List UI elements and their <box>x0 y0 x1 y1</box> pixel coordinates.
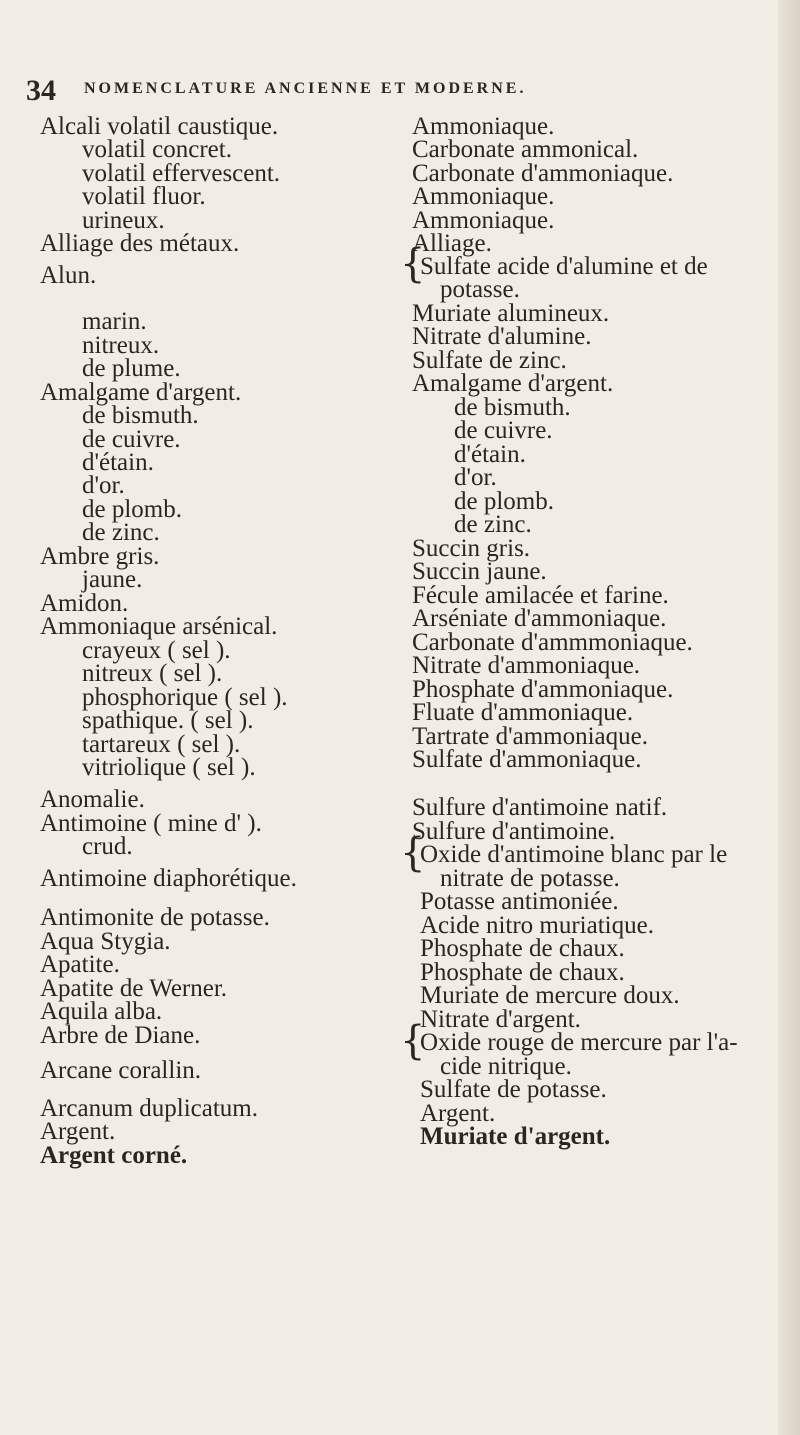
right-entry: d'étain. <box>454 441 526 468</box>
left-entry: Alcali volatil caustique. <box>40 113 279 140</box>
right-entry: Carbonate ammonical. <box>412 136 639 163</box>
left-entry: Apatite de Werner. <box>40 975 228 1002</box>
right-entry: Oxide d'antimoine blanc par le <box>420 841 728 868</box>
right-entry: Carbonate d'ammmoniaque. <box>412 629 693 656</box>
left-entry: urineux. <box>82 207 165 234</box>
right-entry: de bismuth. <box>454 394 571 421</box>
right-entry: Fluate d'ammoniaque. <box>412 699 634 726</box>
right-entry: Argent. <box>420 1100 496 1127</box>
left-entry: Amalgame d'argent. <box>40 379 242 406</box>
right-entry: Arséniate d'ammoniaque. <box>412 605 667 632</box>
left-entry: nitreux ( sel ). <box>82 660 223 687</box>
right-entry: de plomb. <box>454 488 554 515</box>
left-entry: marin. <box>82 308 147 335</box>
right-entry: Alliage. <box>412 230 492 257</box>
brace-mark: { <box>400 1018 426 1064</box>
right-entry: Sulfure d'antimoine. <box>412 818 616 845</box>
left-entry: de plume. <box>82 355 181 382</box>
left-entry: Antimoine diaphorétique. <box>40 865 297 892</box>
left-entry: Amidon. <box>40 590 129 617</box>
brace-mark: { <box>400 241 426 287</box>
right-entry: potasse. <box>440 276 520 303</box>
right-entry: Phosphate d'ammoniaque. <box>412 676 674 703</box>
left-entry: phosphorique ( sel ). <box>82 684 288 711</box>
left-entry: Argent. <box>40 1118 116 1145</box>
right-entry: de cuivre. <box>454 417 553 444</box>
right-entry: Ammoniaque. <box>412 183 555 210</box>
left-entry: Aquila alba. <box>40 998 163 1025</box>
right-entry: Ammoniaque. <box>412 207 555 234</box>
left-entry: spathique. ( sel ). <box>82 707 254 734</box>
left-entry: nitreux. <box>82 332 160 359</box>
right-entry: Nitrate d'ammoniaque. <box>412 652 641 679</box>
right-entry: cide nitrique. <box>440 1053 572 1080</box>
right-entry: Sulfate d'ammoniaque. <box>412 746 642 773</box>
left-entry: d'or. <box>82 472 125 499</box>
right-entry: Muriate de mercure doux. <box>420 982 680 1009</box>
left-entry: Alliage des métaux. <box>40 230 240 257</box>
left-entry: crayeux ( sel ). <box>82 637 231 664</box>
page-edge <box>778 0 800 1435</box>
left-entry: volatil effervescent. <box>82 160 281 187</box>
page-header <box>26 70 766 110</box>
left-entry: Anomalie. <box>40 786 145 813</box>
left-entry: Apatite. <box>40 951 120 978</box>
right-entry: Acide nitro muriatique. <box>420 912 654 939</box>
left-entry: d'étain. <box>82 449 154 476</box>
right-entry: de zinc. <box>454 511 532 538</box>
left-entry: volatil fluor. <box>82 183 206 210</box>
right-entry: Sulfure d'antimoine natif. <box>412 794 668 821</box>
right-entry: Sulfate acide d'alumine et de <box>420 253 708 280</box>
left-entry: Antimonite de potasse. <box>40 904 270 931</box>
left-entry: crud. <box>82 833 133 860</box>
left-entry: de cuivre. <box>82 426 181 453</box>
left-entry: Arcane corallin. <box>40 1057 202 1084</box>
left-entry: de bismuth. <box>82 402 199 429</box>
right-entry: Sulfate de zinc. <box>412 347 567 374</box>
right-entry: Fécule amilacée et farine. <box>412 582 669 609</box>
left-entry: Antimoine ( mine d' ). <box>40 810 262 837</box>
right-entry: Ammoniaque. <box>412 113 555 140</box>
right-entry: Phosphate de chaux. <box>420 935 625 962</box>
right-entry: d'or. <box>454 464 497 491</box>
left-entry: Arcanum duplicatum. <box>40 1095 258 1122</box>
right-entry: Succin gris. <box>412 535 531 562</box>
left-entry: Argent corné. <box>40 1142 188 1169</box>
right-entry: Sulfate de potasse. <box>420 1076 607 1103</box>
left-entry: jaune. <box>82 566 143 593</box>
left-entry: de plomb. <box>82 496 182 523</box>
left-entry: Ambre gris. <box>40 543 160 570</box>
left-entry: Ammoniaque arsénical. <box>40 613 278 640</box>
left-entry: de zinc. <box>82 519 160 546</box>
page-number: 34 <box>26 74 56 107</box>
left-entry: Aqua Stygia. <box>40 928 171 955</box>
right-entry: Carbonate d'ammoniaque. <box>412 160 674 187</box>
right-entry: Muriate d'argent. <box>420 1123 611 1150</box>
right-entry: Nitrate d'alumine. <box>412 323 592 350</box>
left-entry: volatil concret. <box>82 136 232 163</box>
right-entry: nitrate de potasse. <box>440 865 620 892</box>
left-entry: Arbre de Diane. <box>40 1022 201 1049</box>
right-entry: Tartrate d'ammoniaque. <box>412 723 648 750</box>
right-entry: Potasse antimoniée. <box>420 888 619 915</box>
running-head: NOMENCLATURE ANCIENNE ET MODERNE. <box>84 80 527 97</box>
right-entry: Oxide rouge de mercure par l'a- <box>420 1029 738 1056</box>
right-entry: Amalgame d'argent. <box>412 370 614 397</box>
left-entry: tartareux ( sel ). <box>82 731 241 758</box>
right-entry: Muriate alumineux. <box>412 300 610 327</box>
left-entry: Alun. <box>40 262 97 289</box>
left-entry: vitriolique ( sel ). <box>82 754 256 781</box>
right-entry: Phosphate de chaux. <box>420 959 625 986</box>
right-entry: Nitrate d'argent. <box>420 1006 581 1033</box>
brace-mark: { <box>400 830 426 876</box>
right-entry: Succin jaune. <box>412 558 547 585</box>
